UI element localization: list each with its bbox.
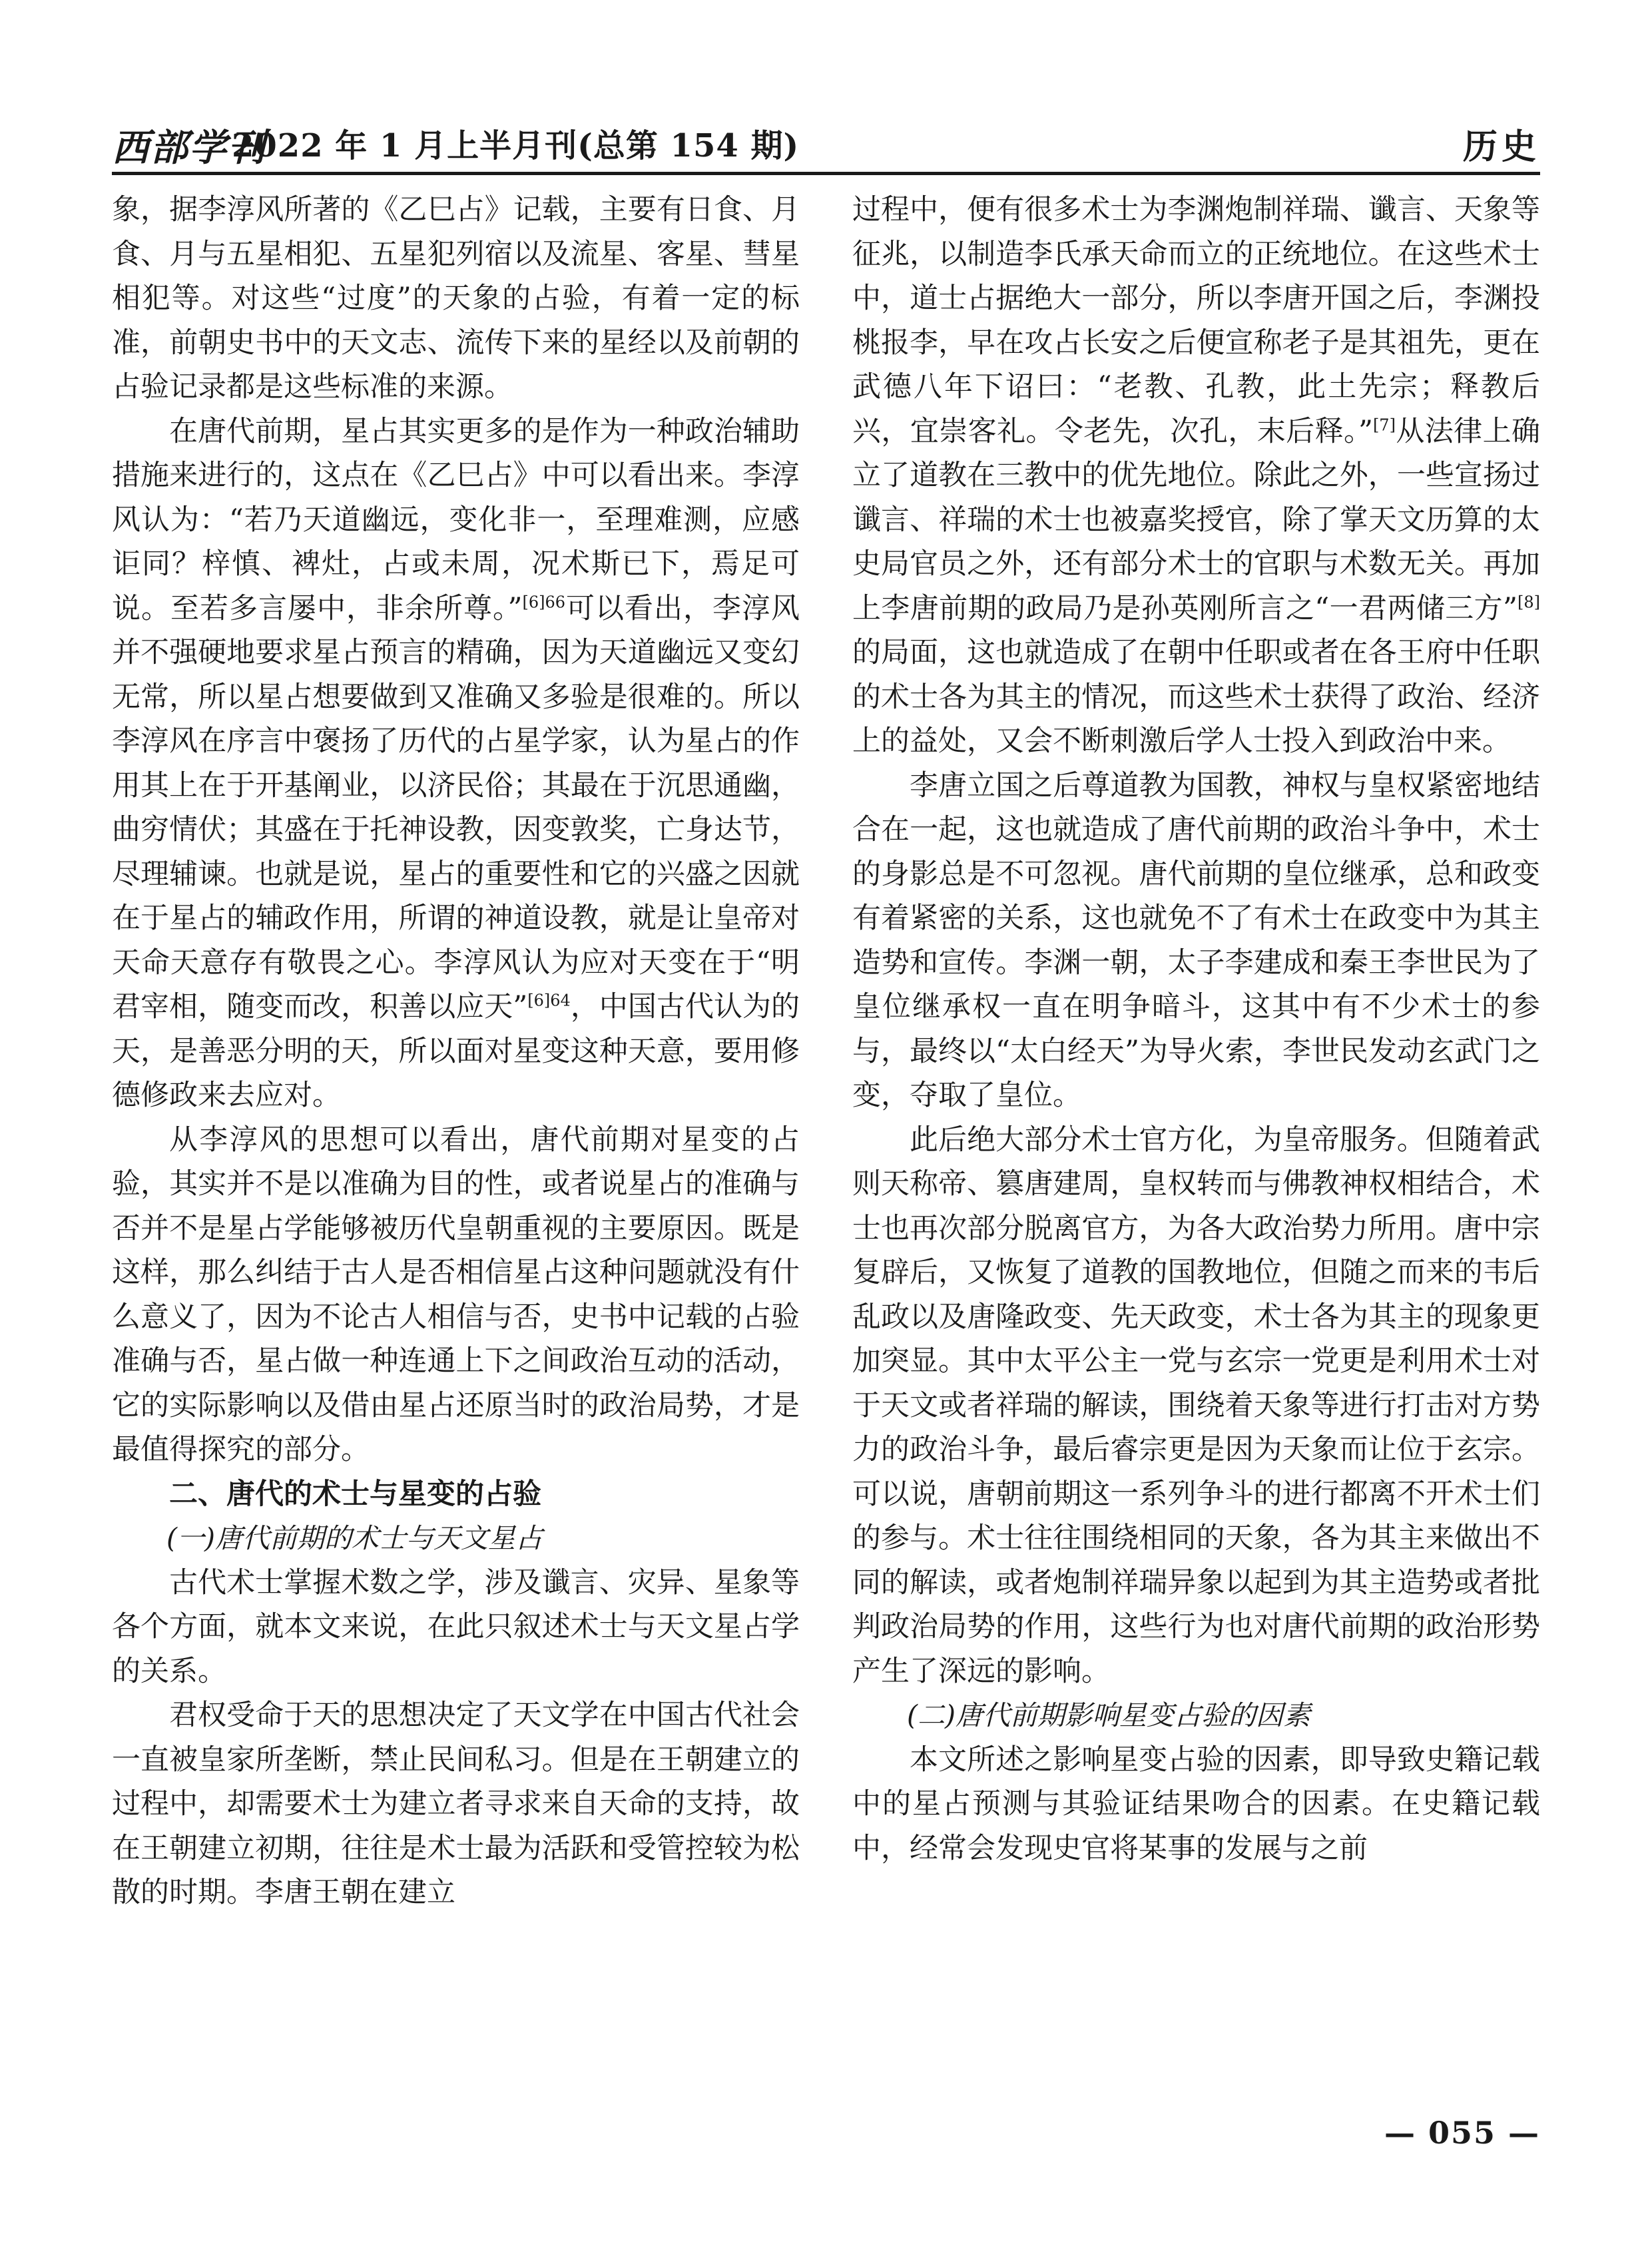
citation-ref: [7]	[1372, 416, 1396, 435]
paragraph: 从李淳风的思想可以看出，唐代前期对星变的占验，其实并不是以准确为目的性，或者说星占的准确与否并不是星占学能够被历代皇朝重视的主要原因。既是这样，那么纠结于古人是否相信星占这种问题就没有什么意义了，因为不论古人相信与否，史书中记载的占验准确与否，星占做一种连通上下之间政治互动的活动，它的实际影响以及借由星占还原当时的政治局势，才是最值得探究的部分。	[112, 1123, 800, 1466]
paragraph-text: 的局面，这也就造成了在朝中任职或者在各王府中任职的术士各为其主的情况，而这些术士获得了政治、经济上的益处，又会不断刺激后学人士投入到政治中来。	[852, 636, 1540, 758]
paragraph-text: 可以看出，李淳风并不强硬地要求星占预言的精确，因为天道幽远又变幻无常，所以星占想要做到又准确又多验是很难的。所以李淳风在序言中褒扬了历代的占星学家，认为星占的作用其上在于开基阐业，以济民俗；其最在于沉思通幽，曲穷情伏；其盛在于托神设教，因变敦奖，亡身达节，尽理辅谏。也就是说，星占的重要性和它的兴盛之因就在于星占的辅政作用，所谓的神道设教，就是让皇帝对天命天意存有敬畏之心。李淳风认为应对天变在于“明君宰相，随变而改，积善以应天”	[112, 591, 800, 1023]
paragraph	[112, 410, 800, 1118]
running-header	[112, 113, 1540, 168]
issue-info: 2022 年 1 月上半月刊(总第 154 期)	[232, 127, 800, 164]
paragraph-text: 在唐代前期，星占其实更多的是作为一种政治辅助措施来进行的，这点在《乙巳占》中可以看出来。李淳风认为：“若乃天道幽远，变化非一，至理难测，应感讵同？梓慎、裨灶，占或未周，况术斯已下，焉足可说。至若多言屡中，非余所尊。”	[112, 414, 800, 625]
paragraph-text: 从法律上确立了道教在三教中的优先地位。除此之外，一些宣扬过谶言、祥瑞的术士也被嘉奖授官，除了掌天文历算的太史局官员之外，还有部分术士的官职与术数无关。再加上李唐前期的政局乃是孙英刚所言之“一君两储三方”	[852, 414, 1541, 625]
paragraph-text: 过程中，便有很多术士为李渊炮制祥瑞、谶言、天象等征兆，以制造李氏承天命而立的正统地位。在这些术士中，道士占据绝大一部分，所以李唐开国之后，李渊投桃报李，早在攻占长安之后便宣称老子是其祖先，更在武德八年下诏曰：“老教、孔教，此土先宗；释教后兴，宜崇客礼。令老先，次孔，末后释。”	[852, 193, 1540, 448]
citation-ref: [8]	[1517, 593, 1540, 612]
page-number: — 055 —	[1384, 2115, 1540, 2151]
section-heading: 二、唐代的术士与星变的占验	[169, 1477, 541, 1511]
paragraph: 本文所述之影响星变占验的因素，即导致史籍记载中的星占预测与其验证结果吻合的因素。在史籍记载中，经常会发现史官将某事的发展与之前	[852, 1743, 1540, 1865]
paragraph-text: ，中国古代认为的天，是善恶分明的天，所以面对星变这种天意，要用修德修政来去应对。	[112, 990, 800, 1112]
section-name: 历史	[1462, 127, 1540, 167]
header-rule	[112, 172, 1540, 175]
citation-ref: [6]66	[522, 593, 566, 612]
paragraph: 古代术士掌握术数之学，涉及谶言、灾异、星象等各个方面，就本文来说，在此只叙述术士与天文星占学的关系。	[112, 1565, 800, 1688]
paragraph: 李唐立国之后尊道教为国教，神权与皇权紧密地结合在一起，这也就造成了唐代前期的政治斗争中，术士的身影总是不可忽视。唐代前期的皇位继承，总和政变有着紧密的关系，这也就免不了有术士在政变中为其主造势和宣传。李渊一朝，太子李建成和秦王李世民为了皇位继承权一直在明争暗斗，这其中有不少术士的参与，最终以“太白经天”为导火索，李世民发动玄武门之变，夺取了皇位。	[852, 768, 1540, 1112]
left-column	[112, 188, 800, 1915]
right-column	[852, 188, 1540, 1870]
paragraph	[852, 188, 1540, 764]
paragraph: 此后绝大部分术士官方化，为皇帝服务。但随着武则天称帝、篡唐建周，皇权转而与佛教神权相结合，术士也再次部分脱离官方，为各大政治势力所用。唐中宗复辟后，又恢复了道教的国教地位，但随之而来的韦后乱政以及唐隆政变、先天政变，术士各为其主的现象更加突显。其中太平公主一党与玄宗一党更是利用术士对于天文或者祥瑞的解读，围绕着天象等进行打击对方势力的政治斗争，最后睿宗更是因为天象而让位于玄宗。可以说，唐朝前期这一系列争斗的进行都离不开术士们的参与。术士往往围绕相同的天象，各为其主来做出不同的解读，或者炮制祥瑞异象以起到为其主造势或者批判政治局势的作用，这些行为也对唐代前期的政治形势产生了深远的影响。	[852, 1123, 1540, 1688]
subsection-heading: (一)唐代前期的术士与天文星占	[166, 1522, 543, 1554]
subsection-heading: (二)唐代前期影响星变占验的因素	[907, 1699, 1310, 1731]
journal-logo: 西部学刊	[112, 126, 266, 170]
paragraph: 君权受命于天的思想决定了天文学在中国古代社会一直被皇家所垄断，禁止民间私习。但是在王朝建立的过程中，却需要术士为建立者寻求来自天命的支持，故在王朝建立初期，往往是术士最为活跃和受管控较为松散的时期。李唐王朝在建立	[112, 1699, 800, 1909]
citation-ref: [6]64	[527, 991, 571, 1010]
paragraph: 象，据李淳风所著的《乙巳占》记载，主要有日食、月食、月与五星相犯、五星犯列宿以及流星、客星、彗星相犯等。对这些“过度”的天象的占验，有着一定的标准，前朝史书中的天文志、流传下来的星经以及前朝的占验记录都是这些标准的来源。	[112, 193, 800, 404]
